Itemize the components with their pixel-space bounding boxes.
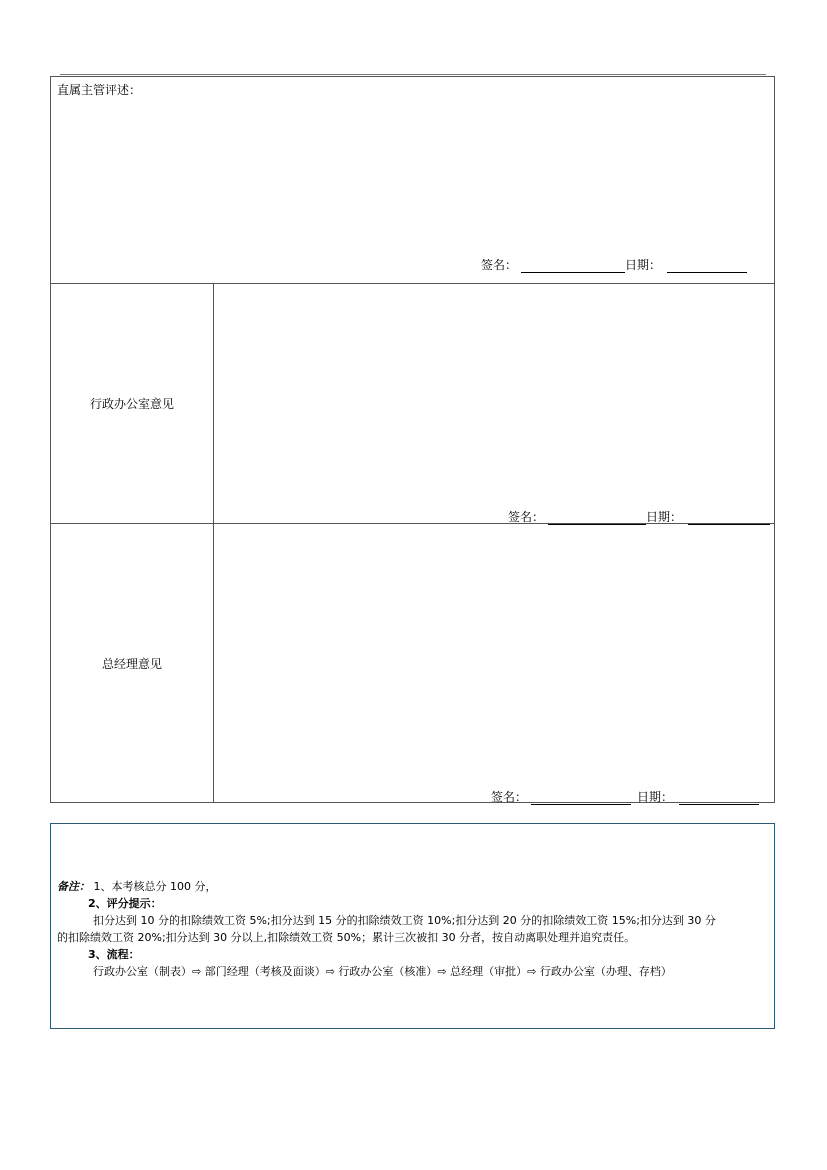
top-rule xyxy=(60,74,766,75)
supervisor-sign-field[interactable] xyxy=(521,259,625,273)
notes-item-1-text: 1、本考核总分 100 分， xyxy=(93,880,217,893)
remark-label: 备注： xyxy=(57,880,90,893)
notes-item-2-title: 2、评分提示： xyxy=(88,897,162,910)
admin-office-sign-label: 签名： xyxy=(508,510,545,524)
general-manager-label-cell xyxy=(51,524,214,802)
notes-item-3-line: 行政办公室（制表）⇨ 部门经理（考核及面谈）⇨ 行政办公室（核准）⇨ 总经理（审批）⇨ 行政办公室（办理、存档） xyxy=(93,965,672,978)
admin-office-label-cell xyxy=(51,284,214,523)
supervisor-heading: 直属主管评述： xyxy=(57,83,142,97)
notes-item-1 xyxy=(57,878,763,895)
general-manager-date-field[interactable] xyxy=(679,791,759,805)
general-manager-sign-label: 签名： xyxy=(491,790,528,804)
supervisor-sign-label: 签名： xyxy=(481,258,518,272)
supervisor-date-label: 日期： xyxy=(625,258,662,272)
supervisor-section xyxy=(51,77,774,283)
general-manager-sign-field[interactable] xyxy=(531,791,631,805)
general-manager-section xyxy=(51,523,774,802)
supervisor-signature-line xyxy=(481,256,747,273)
admin-office-date-label: 日期： xyxy=(646,510,683,524)
general-manager-label: 总经理意见 xyxy=(101,656,162,671)
notes-box xyxy=(50,823,775,1029)
admin-office-section xyxy=(51,283,774,523)
admin-office-label: 行政办公室意见 xyxy=(89,397,174,411)
approval-form xyxy=(50,76,775,803)
notes-item-3-title: 3、流程： xyxy=(88,948,140,961)
general-manager-signature-line xyxy=(491,788,759,805)
notes-content xyxy=(57,878,763,980)
supervisor-date-field[interactable] xyxy=(667,259,747,273)
notes-item-2-line-1: 扣分达到 10 分的扣除绩效工资 5%;扣分达到 15 分的扣除绩效工资 10%;扣分达到 20 分的扣除绩效工资 15%;扣分达到 30 分 xyxy=(93,914,716,927)
general-manager-date-label: 日期： xyxy=(637,790,674,804)
notes-item-2-line-2: 的扣除绩效工资 20%;扣分达到 30 分以上,扣除绩效工资 50%；累计三次被扣 30 分者，按自动离职处理并追究责任。 xyxy=(57,931,636,944)
